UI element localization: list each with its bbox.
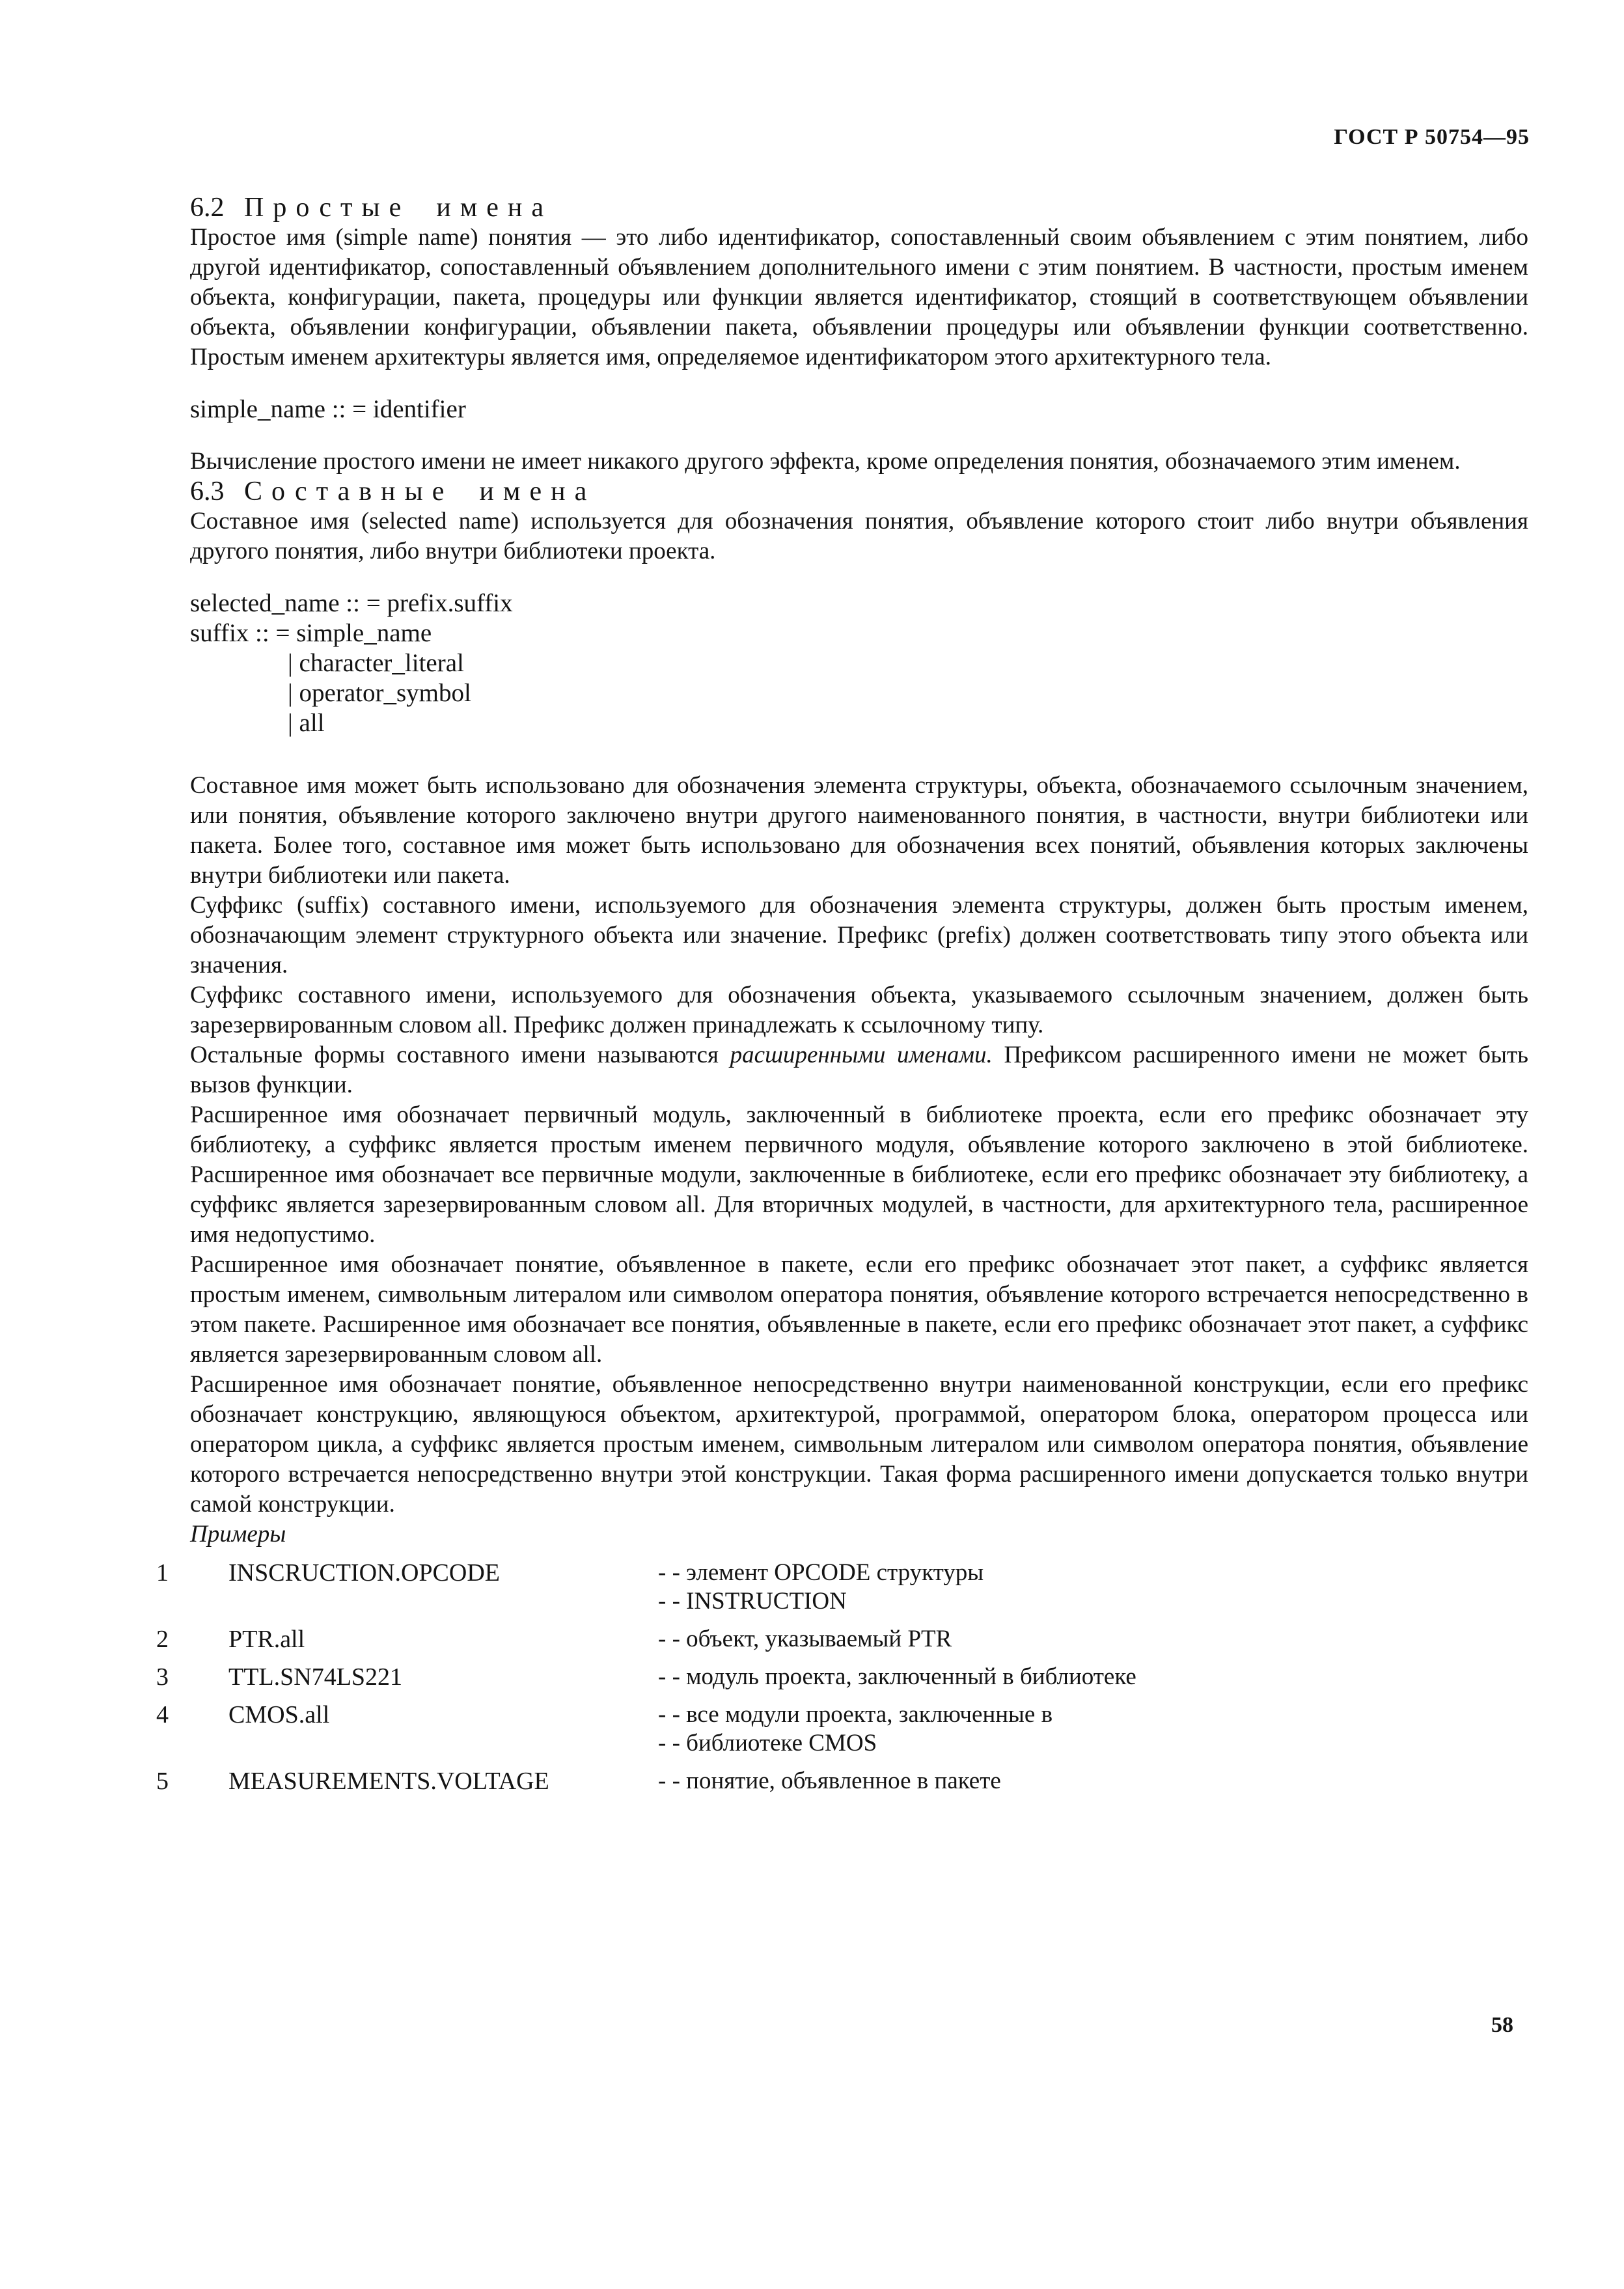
example-description: - - элемент OPCODE структуры - - INSTRUCTION <box>658 1559 984 1615</box>
document-header: ГОСТ Р 50754—95 <box>1334 125 1530 149</box>
section-6-3-title: 6.3 Составные имена <box>190 477 596 506</box>
example-code: CMOS.all <box>228 1701 330 1728</box>
bnf-line: selected_name :: = prefix.suffix <box>190 589 513 617</box>
section-6-3-paragraph-3: Суффикс (suffix) составного имени, используемого для обозначения элемента структуры, должен быть простым именем, обозначающим элемент структурного объекта или значение. Префикс (prefix) должен соответствовать типу этого объекта или значения. <box>190 892 1528 978</box>
example-description: - - все модули проекта, заключенные в - - библиотеке CMOS <box>658 1701 1053 1756</box>
example-description: - - модуль проекта, заключенный в библиотеке <box>658 1663 1136 1690</box>
example-row <box>190 1767 1528 1805</box>
bnf-line: | operator_symbol <box>288 679 471 707</box>
bnf-line: suffix :: = simple_name <box>190 619 432 647</box>
examples-table <box>156 1559 1528 1805</box>
example-row <box>190 1663 1528 1700</box>
page-number: 58 <box>1491 2013 1513 2037</box>
section-6-2-paragraph-1: Простое имя (simple name) понятия — это либо идентификатор, сопоставленный своим объявлением с этим понятием, либо другой идентификатор, сопоставленный объявлением дополнительного имени с этим понятием. В частности, простым именем объекта, конфигурации, пакета, процедуры или функции является идентификатор, стоящий в соответствующем объявлении объекта, объявлении конфигурации, объявлении пакета, объявлении процедуры или объявлении функции соответственно. Простым именем архитектуры является имя, определяемое идентификатором этого архитектурного тела. <box>190 224 1528 370</box>
section-6-3-paragraph-6: Расширенное имя обозначает первичный модуль, заключенный в библиотеке проекта, если его префикс обозначает эту библиотеку, а суффикс является простым именем первичного модуля, объявление которого заключено в этой библиотеке. Расширенное имя обозначает все первичные модули, заключенные в библиотеке, если его префикс обозначает эту библиотеку, а суффикс является зарезервированным словом all. Для вторичных модулей, в частности, для архитектурного тела, расширенное имя недопустимо. <box>190 1102 1528 1248</box>
bnf-line: | character_literal <box>288 649 464 677</box>
section-6-3-paragraph-2: Составное имя может быть использовано для обозначения элемента структуры, объекта, обозначаемого ссылочным значением, или понятия, объявление которого заключено внутри другого наименованного понятия, в частности, внутри библиотеки или пакета. Более того, составное имя может быть использовано для обозначения всех понятий, объявления которых заключены внутри библиотеки или пакета. <box>190 772 1528 889</box>
example-number: 3 <box>156 1663 169 1691</box>
example-description: - - объект, указываемый PTR <box>658 1626 952 1652</box>
example-number: 1 <box>156 1559 169 1587</box>
example-number: 5 <box>156 1768 169 1795</box>
example-row <box>190 1559 1528 1625</box>
examples-label: Примеры <box>190 1521 286 1547</box>
section-6-2-title: 6.2 Простые имена <box>190 193 553 223</box>
section-6-3-paragraph-8: Расширенное имя обозначает понятие, объявленное непосредственно внутри наименованной конструкции, если его префикс обозначает конструкцию, являющуюся объектом, архитектурой, программой, оператором блока, оператором процесса или оператором цикла, а суффикс является простым именем, символьным литералом или символом оператора понятия, объявление которого встречается непосредственно внутри этой конструкции. Такая форма расширенного имени допускается только внутри самой конструкции. <box>190 1371 1528 1518</box>
example-code: MEASUREMENTS.VOLTAGE <box>228 1768 549 1795</box>
section-6-2-paragraph-2: Вычисление простого имени не имеет никакого другого эффекта, кроме определения понятия, обозначаемого этим именем. <box>190 448 1461 475</box>
example-number: 2 <box>156 1626 169 1653</box>
example-code: PTR.all <box>228 1626 305 1653</box>
section-6-3-paragraph-1: Составное имя (selected name) используется для обозначения понятия, объявление которого стоит либо внутри объявления другого понятия, либо внутри библиотеки проекта. <box>190 508 1528 564</box>
example-description: - - понятие, объявленное в пакете <box>658 1768 1001 1794</box>
bnf-line: | all <box>288 709 325 737</box>
example-row <box>190 1625 1528 1663</box>
page-body <box>156 193 1528 1805</box>
simple-name-bnf: simple_name :: = identifier <box>190 395 466 423</box>
example-row <box>190 1700 1528 1767</box>
term-extended-names: расширенными именами. <box>730 1042 993 1068</box>
example-code: INSCRUCTION.OPCODE <box>228 1559 500 1587</box>
example-number: 4 <box>156 1701 169 1728</box>
section-6-3-paragraph-7: Расширенное имя обозначает понятие, объявленное в пакете, если его префикс обозначает этот пакет, а суффикс является простым именем, символьным литералом или символом оператора понятия, объявление которого встречается непосредственно в этом пакете. Расширенное имя обозначает все понятия, объявленные в пакете, если его префикс обозначает этот пакет, а суффикс является зарезервированным словом all. <box>190 1251 1528 1368</box>
section-6-3-paragraph-5: Остальные формы составного имени называются расширенными именами. Префиксом расширенного имени не может быть вызов функции. <box>190 1042 1528 1098</box>
section-6-3-paragraph-4: Суффикс составного имени, используемого для обозначения объекта, указываемого ссылочным значением, должен быть зарезервированным словом all. Префикс должен принадлежать к ссылочному типу. <box>190 982 1528 1038</box>
selected-name-bnf <box>190 589 1528 738</box>
example-code: TTL.SN74LS221 <box>228 1663 403 1691</box>
